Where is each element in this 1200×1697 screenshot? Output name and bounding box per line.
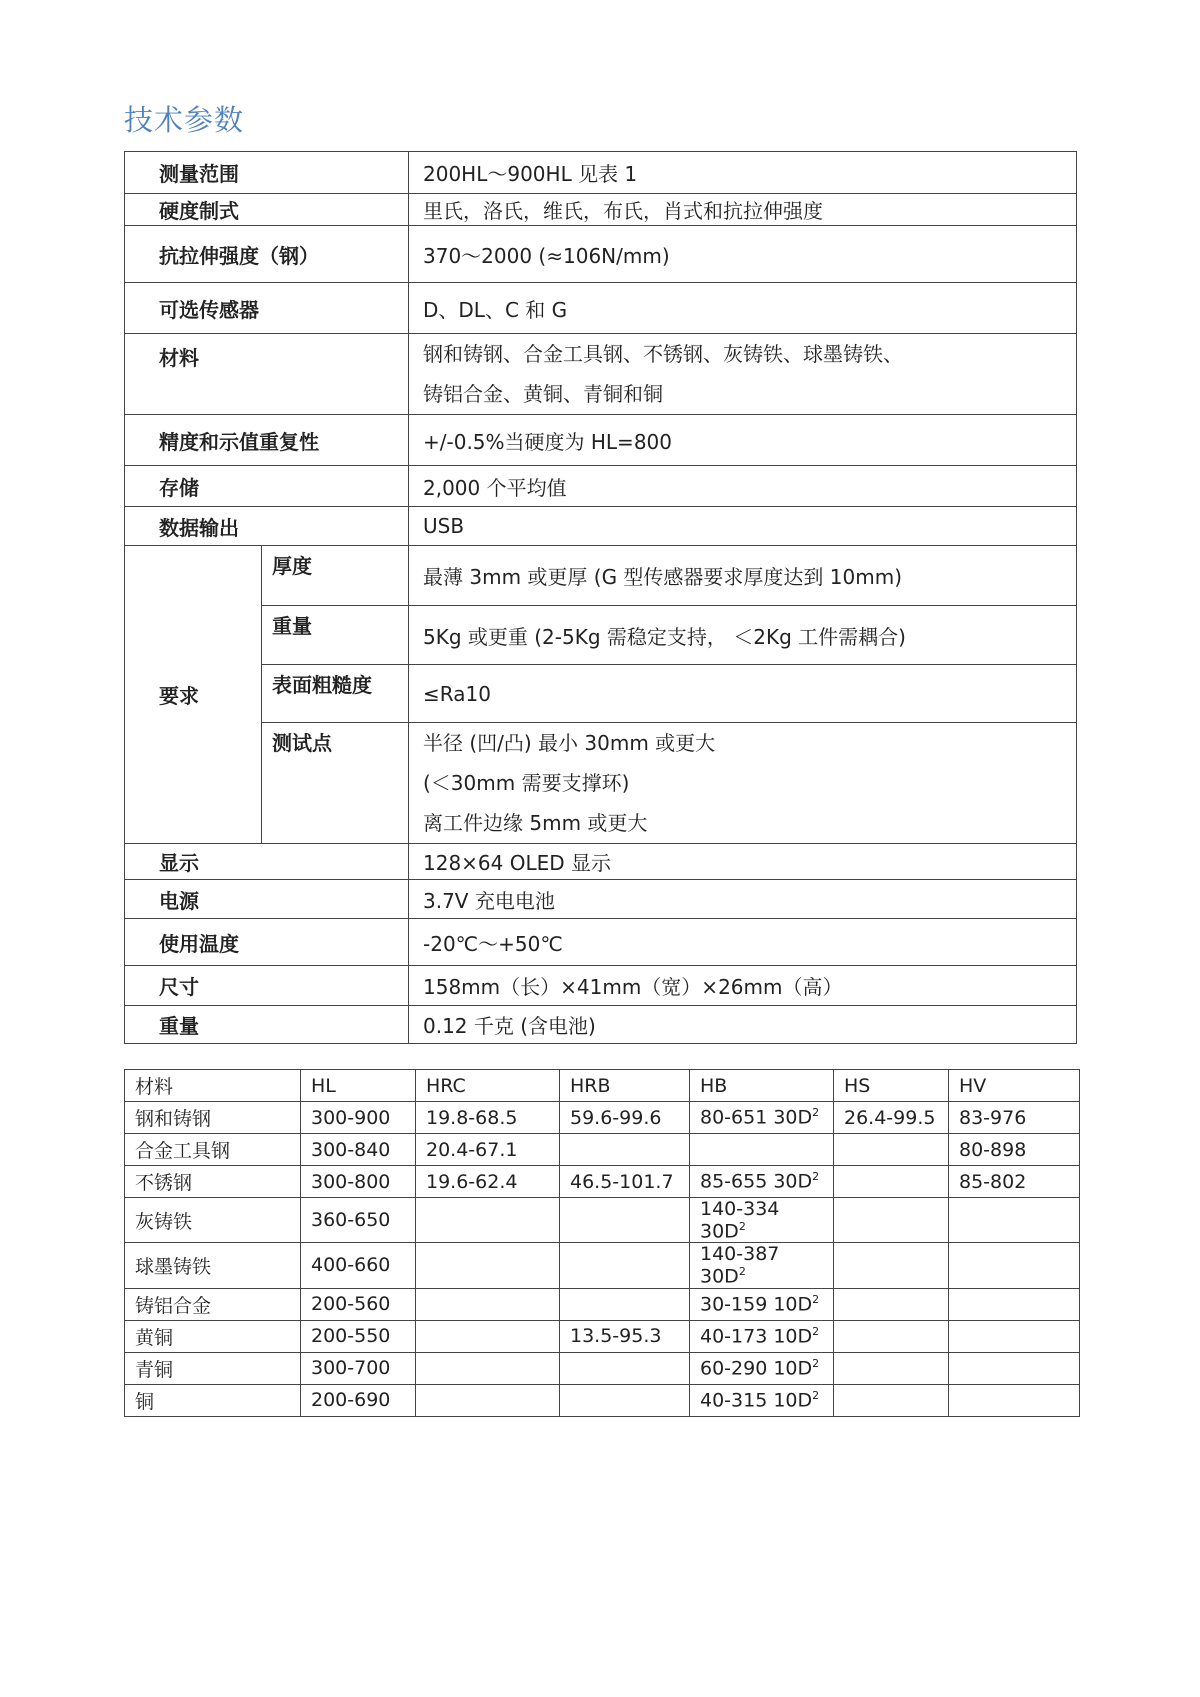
spec-value: +/-0.5%当硬度为 HL=800: [409, 415, 1077, 466]
table-cell: [301, 1102, 416, 1134]
table-cell: [301, 1288, 416, 1320]
requirement-label: 测试点: [262, 723, 409, 844]
table-cell: [125, 1288, 301, 1320]
table-cell: [834, 1384, 949, 1416]
cell-text: 300-900: [311, 1106, 391, 1129]
spec-label: 测量范围: [125, 152, 409, 194]
cell-text: 83-976: [959, 1106, 1027, 1129]
cell-text: 19.8-68.5: [426, 1106, 518, 1129]
cell-text: 46.5-101.7: [570, 1170, 674, 1193]
superscript: 2: [812, 1170, 820, 1184]
cell-text: 400-660: [311, 1254, 391, 1277]
table-cell: [690, 1102, 834, 1134]
superscript: 2: [812, 1292, 820, 1306]
spec-label: 尺寸: [125, 966, 409, 1006]
spec-label: 数据输出: [125, 507, 409, 546]
table-cell: [560, 1243, 690, 1288]
spec-value: -20℃～+50℃: [409, 919, 1077, 966]
table-cell: [834, 1102, 949, 1134]
superscript: 2: [812, 1324, 820, 1338]
spec-label: 硬度制式: [125, 194, 409, 226]
cell-text: 80-651 30D: [700, 1106, 813, 1129]
cell-text: 300-840: [311, 1138, 391, 1161]
cell-text: 19.6-62.4: [426, 1170, 518, 1193]
header-row: [125, 1070, 1080, 1102]
table-cell: [125, 1320, 301, 1352]
requirement-label: 重量: [262, 606, 409, 665]
table-cell: [301, 1243, 416, 1288]
table-cell: [301, 1320, 416, 1352]
table-cell: [834, 1320, 949, 1352]
section-title: 技术参数: [124, 103, 245, 137]
superscript: 2: [812, 1106, 820, 1120]
cell-text: 黄铜: [135, 1326, 174, 1349]
table-cell: [301, 1134, 416, 1166]
superscript: 2: [812, 1388, 820, 1402]
table-row: [125, 1134, 1080, 1166]
table-row: [125, 1352, 1080, 1384]
table-cell: [834, 1243, 949, 1288]
column-header: HB: [690, 1070, 834, 1102]
spec-label: 精度和示值重复性: [125, 415, 409, 466]
cell-text: 30-159 10D: [700, 1293, 813, 1316]
table-cell: [560, 1102, 690, 1134]
spec-label: 可选传感器: [125, 283, 409, 334]
spec-row: [125, 194, 1077, 226]
superscript: 2: [738, 1265, 746, 1279]
value-line: (＜30mm 需要支撑环): [423, 771, 630, 795]
table-cell: [949, 1288, 1080, 1320]
cell-text: 85-802: [959, 1170, 1027, 1193]
cell-text: 铜: [135, 1390, 155, 1413]
requirement-label: 表面粗糙度: [262, 665, 409, 723]
spec-label: 电源: [125, 880, 409, 919]
table-cell: [125, 1134, 301, 1166]
table-cell: [949, 1166, 1080, 1198]
requirement-row: [125, 723, 1077, 844]
table-row: [125, 1243, 1080, 1288]
spec-table: [124, 151, 1077, 1044]
spec-value: 370～2000 (≈106N/mm): [409, 226, 1077, 283]
requirement-value: [409, 723, 1077, 844]
cell-text: 60-290 10D: [700, 1357, 813, 1380]
spec-value: D、DL、C 和 G: [409, 283, 1077, 334]
table-cell: [416, 1288, 560, 1320]
spec-row: [125, 1006, 1077, 1044]
table-cell: [301, 1198, 416, 1243]
spec-label: 显示: [125, 844, 409, 880]
table-cell: [560, 1198, 690, 1243]
spec-row: [125, 415, 1077, 466]
spec-row: [125, 226, 1077, 283]
table-cell: [416, 1352, 560, 1384]
requirements-label: 要求: [125, 546, 262, 844]
cell-text: 球墨铸铁: [135, 1255, 212, 1278]
requirement-value: 最薄 3mm 或更厚 (G 型传感器要求厚度达到 10mm): [409, 546, 1077, 606]
value-line: 离工件边缘 5mm 或更大: [423, 811, 648, 835]
table-cell: [949, 1134, 1080, 1166]
table-cell: [560, 1352, 690, 1384]
cell-text: 合金工具钢: [135, 1140, 231, 1162]
value-line: 钢和铸钢、合金工具钢、不锈钢、灰铸铁、球墨铸铁、: [423, 342, 903, 366]
value-line: 半径 (凹/凸) 最小 30mm 或更大: [423, 731, 716, 755]
cell-text: 200-690: [311, 1389, 391, 1412]
table-cell: [949, 1198, 1080, 1243]
table-cell: [560, 1166, 690, 1198]
table-row: [125, 1384, 1080, 1416]
table-row: [125, 1320, 1080, 1352]
table-cell: [301, 1352, 416, 1384]
cell-text: 85-655 30D: [700, 1170, 813, 1193]
cell-text: 26.4-99.5: [844, 1106, 936, 1129]
cell-text: 13.5-95.3: [570, 1325, 662, 1348]
table-cell: [125, 1102, 301, 1134]
table-cell: [125, 1384, 301, 1416]
table-cell: [560, 1320, 690, 1352]
cell-text: 铸铝合金: [135, 1294, 212, 1317]
cell-text: 青铜: [135, 1358, 174, 1381]
table-cell: [560, 1288, 690, 1320]
cell-text: 40-315 10D: [700, 1389, 813, 1412]
table-cell: [690, 1384, 834, 1416]
cell-text: 59.6-99.6: [570, 1106, 662, 1129]
cell-text: 80-898: [959, 1138, 1027, 1161]
spec-row: [125, 966, 1077, 1006]
table-row: [125, 1198, 1080, 1243]
table-cell: [834, 1352, 949, 1384]
spec-row: [125, 844, 1077, 880]
table-cell: [690, 1352, 834, 1384]
spec-value: 3.7V 充电电池: [409, 880, 1077, 919]
column-header: HV: [949, 1070, 1080, 1102]
table-cell: [690, 1243, 834, 1288]
column-header: 材料: [125, 1070, 301, 1102]
column-header: HL: [301, 1070, 416, 1102]
value-line: 铸铝合金、黄铜、青铜和铜: [423, 382, 663, 406]
cell-text: 200-550: [311, 1325, 391, 1348]
table-cell: [416, 1198, 560, 1243]
table-cell: [560, 1384, 690, 1416]
table-cell: [949, 1243, 1080, 1288]
spec-label: 存储: [125, 466, 409, 507]
spec-row: [125, 152, 1077, 194]
cell-text: 140-387 30D: [700, 1243, 780, 1288]
cell-text: 300-700: [311, 1357, 391, 1380]
spec-value: 200HL～900HL 见表 1: [409, 152, 1077, 194]
cell-text: 140-334 30D: [700, 1198, 780, 1243]
table-cell: [125, 1243, 301, 1288]
table-cell: [690, 1134, 834, 1166]
spec-row: [125, 283, 1077, 334]
requirement-label: 厚度: [262, 546, 409, 606]
column-header: HS: [834, 1070, 949, 1102]
requirement-row: [125, 665, 1077, 723]
column-header: HRB: [560, 1070, 690, 1102]
spec-label: 重量: [125, 1006, 409, 1044]
spec-value: 里氏，洛氏，维氏，布氏，肖式和抗拉伸强度: [409, 194, 1077, 226]
cell-text: 300-800: [311, 1170, 391, 1193]
table-cell: [690, 1198, 834, 1243]
superscript: 2: [812, 1356, 820, 1370]
table-cell: [834, 1166, 949, 1198]
cell-text: 40-173 10D: [700, 1325, 813, 1348]
table-cell: [416, 1320, 560, 1352]
table-cell: [301, 1384, 416, 1416]
table-cell: [560, 1134, 690, 1166]
spec-row: [125, 880, 1077, 919]
spec-row: [125, 919, 1077, 966]
cell-text: 钢和铸钢: [135, 1108, 212, 1130]
spec-row: [125, 334, 1077, 415]
superscript: 2: [738, 1220, 746, 1233]
cell-text: 20.4-67.1: [426, 1138, 518, 1161]
requirement-value: 5Kg 或更重 (2-5Kg 需稳定支持， ＜2Kg 工件需耦合): [409, 606, 1077, 665]
spec-value: 0.12 千克 (含电池): [409, 1006, 1077, 1044]
table-cell: [301, 1166, 416, 1198]
table-cell: [949, 1320, 1080, 1352]
cell-text: 360-650: [311, 1209, 391, 1232]
table-cell: [690, 1288, 834, 1320]
table-cell: [125, 1198, 301, 1243]
spec-value: USB: [409, 507, 1077, 546]
requirement-value: ≤Ra10: [409, 665, 1077, 723]
spec-value: 2,000 个平均值: [409, 466, 1077, 507]
spec-value: 158mm（长）×41mm（宽）×26mm（高）: [409, 966, 1077, 1006]
spec-label: 抗拉伸强度（钢）: [125, 226, 409, 283]
table-cell: [949, 1102, 1080, 1134]
table-row: [125, 1288, 1080, 1320]
table-cell: [416, 1166, 560, 1198]
cell-text: 200-560: [311, 1293, 391, 1316]
table-cell: [690, 1320, 834, 1352]
spec-label: 材料: [125, 334, 409, 415]
table-cell: [416, 1134, 560, 1166]
table-cell: [949, 1384, 1080, 1416]
spec-label: 使用温度: [125, 919, 409, 966]
spec-value: 128×64 OLED 显示: [409, 844, 1077, 880]
spec-row: [125, 507, 1077, 546]
table-cell: [834, 1198, 949, 1243]
table-cell: [949, 1352, 1080, 1384]
table-cell: [125, 1352, 301, 1384]
requirement-row: [125, 546, 1077, 606]
table-row: [125, 1166, 1080, 1198]
cell-text: 灰铸铁: [135, 1210, 193, 1233]
table-cell: [834, 1134, 949, 1166]
requirement-row: [125, 606, 1077, 665]
spec-value: [409, 334, 1077, 415]
table-cell: [416, 1102, 560, 1134]
table-row: [125, 1102, 1080, 1134]
table-cell: [416, 1243, 560, 1288]
spec-row: [125, 466, 1077, 507]
hardness-table: [124, 1069, 1080, 1417]
table-cell: [690, 1166, 834, 1198]
table-cell: [416, 1384, 560, 1416]
table-cell: [834, 1288, 949, 1320]
table-cell: [125, 1166, 301, 1198]
cell-text: 不锈钢: [135, 1172, 193, 1194]
column-header: HRC: [416, 1070, 560, 1102]
